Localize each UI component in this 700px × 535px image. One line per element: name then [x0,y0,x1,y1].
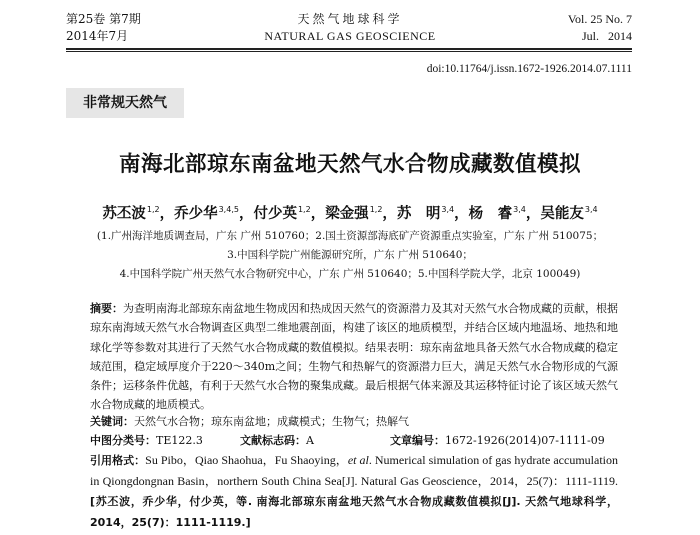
citation-en-etal: et al [347,453,369,467]
keywords-label: 关键词： [90,415,134,428]
affiliation-line-2: 3.中国科学院广州能源研究所，广东 广州 510640； [227,249,473,261]
citation-en-part2: . Numerical simulation of gas hydrate accumulation in Qiongdongnan Basin，northern South China Sea[J]. Natural Gas Geoscience，2014，25(7)：1111-1119. [90,453,618,488]
volume-issue-cn: 第25卷 第7期 [66,12,141,26]
header-rule-thick [66,48,632,50]
author: 乔少华$^{3,4,5}$， [174,205,254,222]
header-rule-thin [66,51,632,52]
affiliation-line-1: (1.广州海洋地质调查局，广东 广州 510760；2.国土资源部海底矿产资源重点实验室，广东 广州 510075； [96,230,604,242]
doi-line[interactable]: doi:10.11764/j.issn.1672-1926.2014.07.1111 [426,63,632,75]
journal-name-cn: 天然气地球科学 [297,12,403,26]
author: 梁金强$^{1,2}$， [325,205,397,222]
author: 杨 睿$^{3,4}$， [468,205,541,222]
citation-format [90,451,618,533]
abstract-text: 为查明南海北部琼东南盆地生物成因和热成因天然气的资源潜力及其对天然气水合物成藏的贡献，根据琼东南海域天然气水合物调查区典型二维地震剖面，构建了该区的地质模型，并结合区域内地温场、地热和地球化学等参数对其进行了天然气水合物成藏的数值模拟。结果表明：琼东南盆地具备天然气水合物成藏的稳定域范围，稳定域厚度介于220～340m之间；生物气和热解气的资源潜力巨大，满足天然气水合物形成的气源条件；运移条件优越，有利于天然气水合物的聚集成藏。最后根据气体来源及其运移特征讨论了该区域天然气水合物成藏的地质模式。 [90,302,618,412]
article-number: 文章编号：1672-1926(2014)07-1111-09 [390,434,605,447]
journal-name-en: NATURAL GAS GEOSCIENCE [264,29,436,43]
clc-number: 中图分类号：TE122.3 [90,434,203,447]
keywords [90,413,409,429]
citation-label: 引用格式： [90,454,146,467]
volume-issue-en: Vol. 25 No. 7 [567,12,632,26]
date-en: Jul. 2014 [581,29,632,43]
author: 吴能友$^{3,4}$ [540,205,598,222]
date-cn: 2014年7月 [66,29,129,43]
article-title: 南海北部琼东南盆地天然气水合物成藏数值模拟 [118,152,581,177]
citation-cn: [苏丕波，乔少华，付少英，等. 南海北部琼东南盆地天然气水合物成藏数值模拟[J]. 天然气地球科学，2014，25(7)：1111-1119.] [90,495,618,529]
category-badge: 非常规天然气 [66,88,184,118]
classification-line [90,432,618,448]
author: 苏丕波$^{1,2}$， [102,205,175,222]
affiliation-line-3: 4.中国科学院广州天然气水合物研究中心，广东 广州 510640；5.中国科学院大学，北京 100049) [119,268,581,280]
author-list [0,202,700,223]
abstract [90,299,618,415]
author: 付少英$^{1,2}$， [253,205,326,222]
keywords-text: 天然气水合物；琼东南盆地；成藏模式；生物气；热解气 [134,415,409,428]
abstract-label: 摘要： [90,302,123,315]
document-code: 文献标志码：A [240,434,314,447]
author: 苏 明$^{3,4}$， [396,205,469,222]
citation-en-part1: Su Pibo，Qiao Shaohua，Fu Shaoying， [145,453,348,467]
running-header-right [568,11,632,45]
